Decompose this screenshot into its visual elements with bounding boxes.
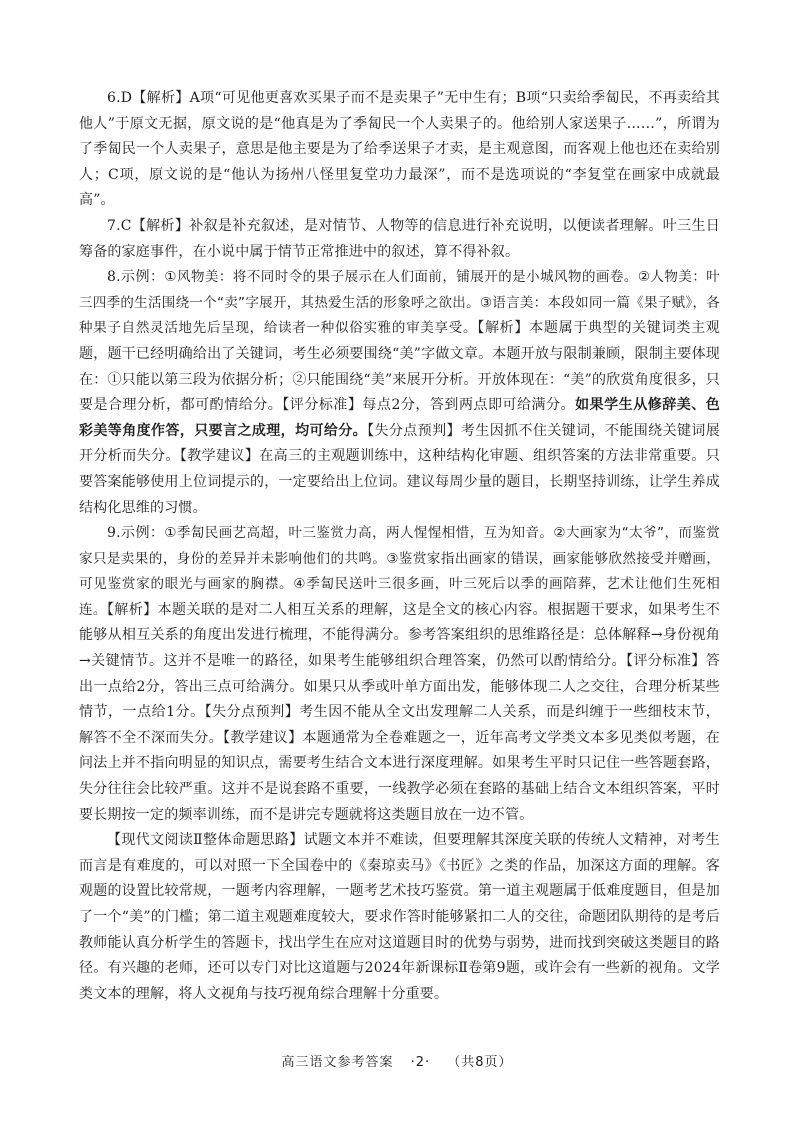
page-number: ·2· bbox=[410, 1055, 431, 1070]
q9-analysis: 【解析】本题关联的是对二人相互关系的理解，这是全文的核心内容。根据题干要求，如果考生不能够从相互关系的角度出发进行梳理，不能得满分。参考答案组织的思维路径是：总体解释→身份视角→关键情节。这并不是唯一的路径，如果考生能够组织合理答案，仍然可以酌情给分。【评分标准】答出一点给2分，答出三点可给满分。如果只从季或叶单方面出发，能够体现二人之交往，合理分析某些情节，一点给1分。【失分点预判】考生因不能从全文出发理解二人关系，而是纠缠于一些细枝末节，解答不全不深而失分。【教学建议】本题通常为全卷难题之一，近年高考文学类文本多见类似考题，在问法上并不指向明显的知识点，需要考生结合文本进行深度理解。如果考生平时只记住一些答题套路，失分往往会比较严重。这并不是说套路不重要，一线教学必须在套路的基础上结合文本组织答案，平时要长期按一定的频率训练，而不是讲完专题就将这类题目放在一边不管。 bbox=[79, 601, 720, 823]
page-footer bbox=[0, 1051, 794, 1070]
q8-analysis-bold: 如果学生从修辞美、色彩美等角度作答，只要言之成理，均可给分。 bbox=[79, 397, 721, 439]
answer-q8 bbox=[79, 265, 720, 521]
answer-q9 bbox=[79, 521, 720, 828]
answer-page bbox=[79, 86, 720, 1007]
q8-analysis-b: 【失分点预判】考生因抓不住关键词，不能围绕关键词展开分析而失分。【教学建议】在高三的主观题训练中，这种结构化审题、组织答案的方法非常重要。只要答案能够使用上位词提示的，一定要给出上位词。建议每周少量的题目，长期坚持训练，让学生养成结构化思维的习惯。 bbox=[79, 422, 721, 516]
q8-lead: 8.示例： bbox=[107, 269, 165, 286]
answer-q6: 6.D【解析】A项“可见他更喜欢买果子而不是卖果子”无中生有；B项“只卖给季匐民，不再卖给其他人”于原文无据，原文说的是“他真是为了季匐民一个人卖果子的。他给别人家送果子……”，所谓为了季匐民一个人卖果子，意思是他主要是为了给季送果子才卖，是主观意图，而客观上他也还在卖给别人；C项，原文说的是“他认为扬州八怪里复堂功力最深”，而不是选项说的“李复堂在画家中成就最高”。 bbox=[79, 90, 720, 209]
q9-lead: 9.示例： bbox=[107, 525, 165, 542]
q9-example: ①季匐民画艺高超，叶三鉴赏力高，两人惺惺相惜，互为知音。②大画家为“太爷”，而鉴赏家只是卖果的，身份的差异并未影响他们的共鸣。③鉴赏家指出画家的错误，画家能够欣然接受并赠画，可见鉴赏家的眼光与画家的胸襟。④季匐民送叶三很多画，叶三死后以季的画陪葬，艺术让他们生死相连。 bbox=[79, 525, 720, 618]
q8-analysis-a: 【解析】本题属于典型的关键词类主观题，题干已经明确给出了关键词，考生必须要围绕“美”字做文章。本题开放与限制兼顾，限制主要体现在：①只能以第三段为依据分析；②只能围绕“美”来展开分析。开放体现在：“美”的欣赏角度很多，只要是合理分析，都可酌情给分。【评分标准】每点2分，答到两点即可给满分。 bbox=[79, 320, 720, 414]
q8-example: ①风物美：将不同时令的果子展示在人们面前，铺展开的是小城风物的画卷。②人物美：叶三四季的生活围绕一个“卖”字展开，其热爱生活的形象呼之欲出。③语言美：本段如同一篇《果子赋》，各种果子自然灵活地先后呈现，给读者一种似俗实雅的审美享受。 bbox=[79, 269, 720, 337]
summary-paragraph: 【现代文阅读Ⅱ整体命题思路】试题文本并不难读，但要理解其深度关联的传统人文精神，对考生而言是有难度的，可以对照一下全国卷中的《秦琼卖马》《书匠》之类的作品，加深这方面的理解。客观题的设置比较常规，一题考内容理解，一题考艺术技巧鉴赏。第一道主观题属于低难度题目，但是加了一个“美”的门槛；第二道主观题难度较大，要求作答时能够紧扣二人的交往，命题团队期待的是考后教师能认真分析学生的答题卡，找出学生在应对这道题目时的优势与弱势，进而找到突破这类题目的路径。有兴趣的老师，还可以专门对比这道题与2024年新课标Ⅱ卷第9题，或许会有一些新的视角。文学类文本的理解，将人文视角与技巧视角综合理解十分重要。 bbox=[79, 832, 720, 1002]
answer-q7: 7.C【解析】补叙是补充叙述，是对情节、人物等的信息进行补充说明，以便读者理解。叶三生日筹备的家庭事件，在小说中属于情节正常推进中的叙述，算不得补叙。 bbox=[79, 217, 720, 260]
footer-title: 高三语文参考答案 bbox=[281, 1055, 394, 1070]
page-total: （共8页） bbox=[447, 1055, 513, 1070]
